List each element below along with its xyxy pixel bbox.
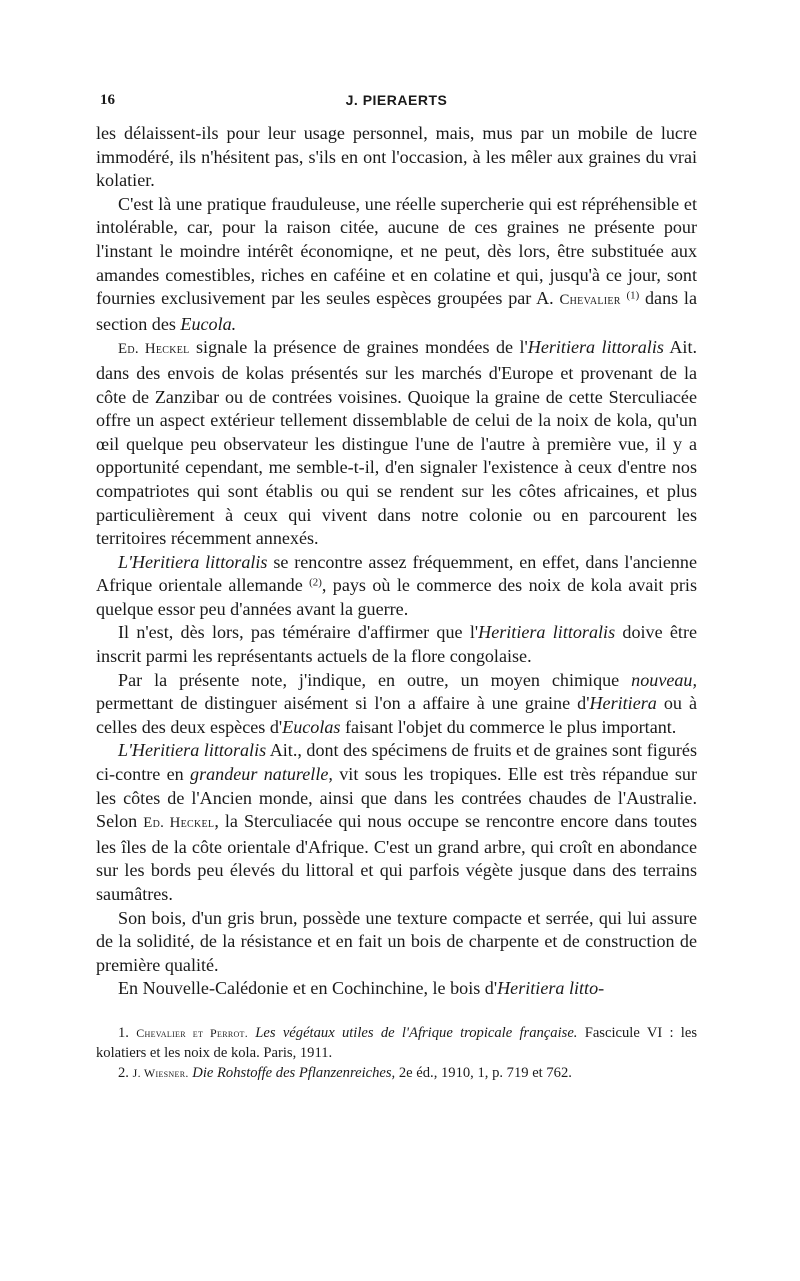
taxon-name: Heritiera littoralis (527, 337, 664, 358)
author-name: Chevalier (559, 292, 621, 309)
emphasis: nouveau, (631, 669, 697, 690)
running-head (96, 92, 697, 116)
paragraph-1: les délaissent-ils pour leur usage personnel, mais, mus par un mobile de lucre immodéré, ils n'hésitent pas, s'ils en ont l'occasion, à les mêler aux graines du vrai kolatier. (96, 123, 697, 191)
paragraph-3: Ed. Heckel signale la présence de graines mondées de l'Heritiera littoralis Ait. dans des envois de kolas présentés sur les marchés d'Europe et provenant de la côte de Zanzibar ou de contrées voisines. Quoique la graine de cette Sterculiacée offre un aspect extérieur tellement dissemblable de celui de la noix de kola, qu'un œil quelque peu observateur les distingue l'une de l'autre à première vue, il y a opportunité cependant, me semble-t-il, d'en signaler l'existence à ceux d'entre nos compatriotes qui sont établis ou qui se rendent sur les côtes africaines, et plus particulièrement à ceux qui vivent dans notre colonie ou en parcourent les territoires récemment annexés. (96, 337, 698, 549)
taxon-name: Eucolas (282, 716, 341, 737)
taxon-name: Heritiera litto- (497, 978, 605, 999)
page-number: 16 (100, 92, 115, 108)
footnote-title: Die Rohstoffe des Pflanzenreiches, (192, 1064, 396, 1081)
footnote-title: Les végétaux utiles de l'Afrique tropicale française. (255, 1024, 578, 1041)
paragraph-9: En Nouvelle-Calédonie et en Cochinchine, le bois d'Heritiera litto- (118, 978, 605, 999)
paragraph-8: Son bois, d'un gris brun, possède une texture compacte et serrée, qui lui assure de la solidité, de la résistance et en fait un bois de charpente et de construction de première qualité. (96, 907, 697, 975)
running-title: J. PIERAERTS (345, 92, 448, 108)
footnote-ref: (1) (626, 289, 640, 302)
footnote-1: 1. Chevalier et Perrot. Les végétaux utiles de l'Afrique tropicale française. Fascicule VI : les kolatiers et les noix de kola. Paris, 1911. (96, 1024, 698, 1061)
footnote-number: 1. (118, 1024, 129, 1041)
footnote-number: 2. (118, 1064, 129, 1081)
footnote-ref: (2) (309, 576, 322, 589)
footnote-2: 2. J. Wiesner. Die Rohstoffe des Pflanzenreiches, 2e éd., 1910, 1, p. 719 et 762. (118, 1064, 572, 1081)
paragraph-6: Par la présente note, j'indique, en outre, un moyen chimique nouveau, permettant de distinguer aisément si l'on a affaire à une graine d'Heritiera ou à celles des deux espèces d'Eucolas faisant l'objet du commerce le plus important. (96, 669, 697, 737)
footnote-authors: Chevalier et Perrot. (136, 1025, 249, 1040)
taxon-name: Heritiera littoralis (478, 622, 616, 643)
author-name: Ed. Heckel (143, 815, 215, 832)
paragraph-5: Il n'est, dès lors, pas téméraire d'affirmer que l'Heritiera littoralis doive être inscrit parmi les représentants actuels de la flore congolaise. (96, 622, 697, 667)
paragraph-2: C'est là une pratique frauduleuse, une réelle supercherie qui est répréhensible et intolérable, car, pour la raison citée, aucune de ces graines ne présente pour l'instant le moindre intérêt économiqne, et ne peut, dès lors, être substituée aux amandes comestibles, riches en caféine et en colatine et qui, jusqu'à ce jour, sont fournies exclusivement par les seules espèces groupées par A. Chevalier $^{(1)}$ dans la section des Eucola. (96, 193, 697, 334)
author-name: Ed. Heckel (118, 341, 190, 358)
emphasis: grandeur naturelle, (190, 764, 333, 785)
footnote-authors: J. Wiesner. (132, 1065, 189, 1080)
body-text (96, 122, 697, 1001)
taxon-name: Heritiera (589, 693, 657, 714)
page (96, 92, 697, 1083)
paragraph-4: L'Heritiera littoralis se rencontre assez fréquemment, en effet, dans l'ancienne Afrique orientale allemande $^{(2)}$, pays où le commerce des noix de kola avait pris quelque essor peu d'années avant la guerre. (96, 551, 697, 619)
paragraph-7: L'Heritiera littoralis Ait., dont des spécimens de fruits et de graines sont figurés ci-contre en grandeur naturelle, vit sous les tropiques. Elle est très répandue sur les côtes de l'Ancien monde, ainsi que dans les contrées chaudes de l'Australie. Selon Ed. Heckel, la Sterculiacée qui nous occupe se rencontre encore dans toutes les îles de la côte orientale d'Afrique. C'est un grand arbre, qui croît en abondance sur les bords peu élevés du littoral et qui parfois végète jusque dans des terrains saumâtres. (96, 740, 697, 904)
taxon-name: L'Heritiera littoralis (118, 551, 268, 572)
taxon-name: Eucola. (180, 313, 237, 334)
taxon-name: L'Heritiera littoralis (118, 740, 267, 761)
footnotes (96, 1023, 697, 1083)
